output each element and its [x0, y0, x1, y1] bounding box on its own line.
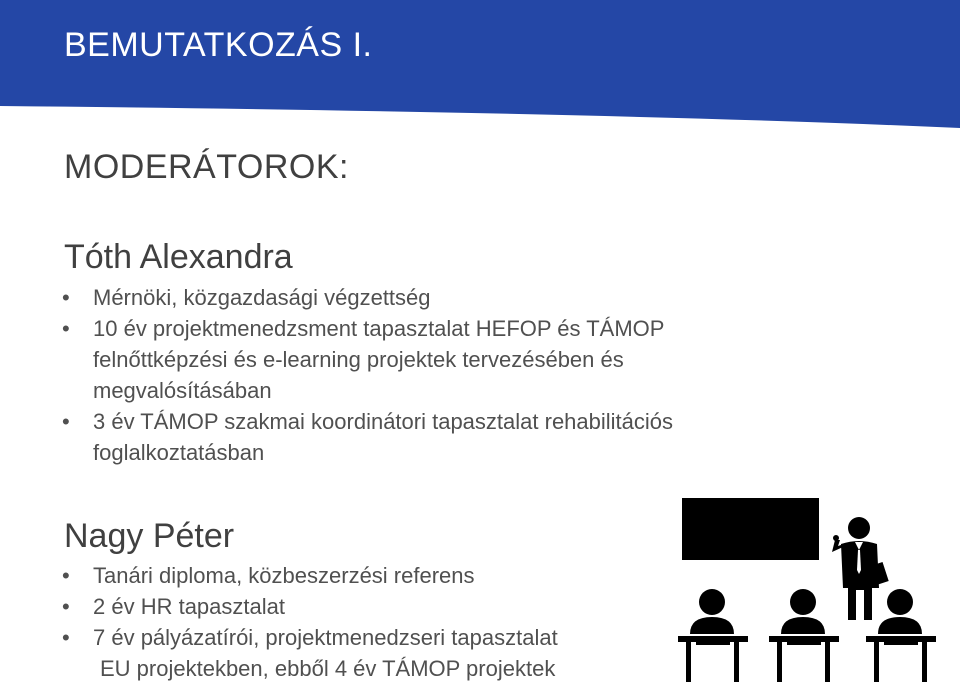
slide-title: BEMUTATKOZÁS I.	[64, 26, 373, 64]
section-title: MODERÁTOROK:	[64, 148, 349, 186]
title-banner	[0, 0, 960, 135]
list-item: • Mérnöki, közgazdasági végzettség	[62, 282, 682, 313]
list-item: • 2 év HR tapasztalat	[62, 591, 702, 622]
moderator-2-bullets	[62, 560, 702, 684]
moderator-name-2: Nagy Péter	[64, 517, 235, 555]
classroom-icon	[672, 492, 950, 688]
list-item: • Tanári diploma, közbeszerzési referens	[62, 560, 702, 591]
list-item: • 7 év pályázatírói, projektmenedzseri tapasztalat	[62, 622, 702, 653]
list-item: • 3 év TÁMOP szakmai koordinátori tapasztalat rehabilitációs foglalkoztatásban	[62, 406, 682, 468]
moderator-name-1: Tóth Alexandra	[64, 238, 293, 276]
banner-shape	[0, 0, 960, 135]
moderator-1-bullets	[62, 282, 682, 468]
list-item-continuation: EU projektekben, ebből 4 év TÁMOP projektek	[100, 656, 556, 681]
list-item: • 10 év projektmenedzsment tapasztalat HEFOP és TÁMOP felnőttképzési és e-learning projektek tervezésében és megvalósításában	[62, 313, 682, 406]
